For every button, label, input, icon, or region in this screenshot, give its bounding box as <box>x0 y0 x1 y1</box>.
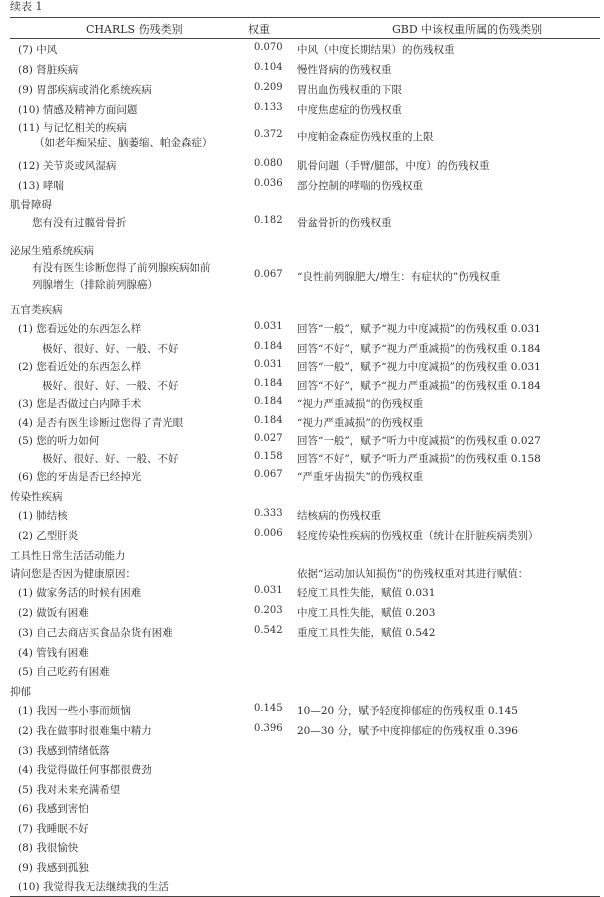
category-text: (5) 我对未来充满希望 <box>18 784 121 796</box>
header-gbd-category: GBD 中该权重所属的伤残类别 <box>392 23 543 36</box>
category-cell <box>18 82 152 97</box>
category-cell <box>42 378 179 393</box>
category-cell <box>18 782 120 797</box>
weight-cell: 0.542 <box>254 625 283 636</box>
table-row <box>10 257 600 299</box>
gbd-category-cell: 回答“一般”，赋予“视力中度减损”的伤残权重 0.031 <box>297 361 541 373</box>
gbd-category-cell: 回答“一般”，赋予“听力中度减损”的伤残权重 0.027 <box>297 435 541 447</box>
table-row <box>10 39 600 59</box>
table-row <box>10 466 600 486</box>
table-row <box>10 448 600 466</box>
category-text: (1) 您看远处的东西怎么样 <box>18 323 142 335</box>
header-weight: 权重 <box>248 23 270 36</box>
weight-cell: 0.184 <box>254 341 283 352</box>
gbd-category-cell: 部分控制的哮喘的伤残权重 <box>297 180 423 192</box>
table-caption: 续表 1 <box>10 0 43 13</box>
table-row <box>10 525 600 545</box>
section-row <box>10 299 600 318</box>
category-cell <box>18 703 131 718</box>
table-row <box>10 642 600 661</box>
gbd-category-cell: 回答“不好”，赋予“视力严重减损”的伤残权重 0.184 <box>297 343 541 355</box>
gbd-category-cell: 中风（中度长期结果）的伤残权重 <box>297 44 455 56</box>
table-row <box>10 430 600 448</box>
category-text: (12) 关节炎或风湿病 <box>18 160 117 172</box>
category-cell <box>32 215 127 230</box>
table-header-row <box>10 18 600 39</box>
category-text: (5) 您的听力如何 <box>18 435 100 447</box>
weight-cell: 0.080 <box>254 158 283 169</box>
table-row <box>10 393 600 412</box>
category-cell <box>18 102 137 117</box>
weight-cell: 0.133 <box>254 102 283 113</box>
gbd-category-cell: 回答“不好”，赋予“视力严重减损”的伤残权重 0.184 <box>297 380 541 392</box>
category-text: (2) 您看近处的东西怎么样 <box>18 361 142 373</box>
category-cell <box>10 243 94 258</box>
category-text: (1) 我因一些小事而烦恼 <box>18 705 131 717</box>
section-row <box>10 681 600 700</box>
category-text: (8) 肾脏疾病 <box>18 64 79 76</box>
category-text-line2: （如老年痴呆症、脑萎缩、帕金森症） <box>34 137 213 149</box>
weight-cell: 0.070 <box>254 42 283 53</box>
table-row <box>10 318 600 338</box>
section-row <box>10 563 600 582</box>
category-cell <box>10 302 63 317</box>
table-row <box>10 876 600 896</box>
category-cell <box>18 433 99 448</box>
category-cell <box>18 762 152 777</box>
category-text: 工具性日常生活活动能力 <box>10 550 126 562</box>
gbd-category-cell: 依据“运动加认知损伤”的伤残权重对其进行赋值： <box>297 568 529 580</box>
category-text: (7) 中风 <box>18 44 58 56</box>
category-text-line2: 列腺增生（排除前列腺癌） <box>32 279 158 291</box>
category-cell <box>18 664 110 679</box>
category-text: (3) 我感到情绪低落 <box>18 745 110 757</box>
category-cell <box>18 359 141 374</box>
category-text: (2) 做饭有困难 <box>18 607 89 619</box>
category-cell <box>18 821 89 836</box>
category-text: 有没有医生诊断您得了前列腺疾病如前 <box>32 262 211 274</box>
category-text: (9) 胃部疾病或消化系统疾病 <box>18 84 152 96</box>
gbd-category-cell: 中度焦虑症的伤残权重 <box>297 104 402 116</box>
table-row <box>10 779 600 798</box>
category-text: (3) 您是否做过白内障手术 <box>18 398 142 410</box>
gbd-category-cell: 胃出血伤残权重的下限 <box>297 84 402 96</box>
category-text: 泌尿生殖系统疾病 <box>10 245 94 257</box>
category-cell <box>18 743 110 758</box>
gbd-category-cell: 中度帕金森症伤残权重的上限 <box>297 131 434 143</box>
gbd-category-cell: 中度工具性失能，赋值 0.203 <box>297 607 436 619</box>
weight-cell: 0.203 <box>254 605 283 616</box>
category-cell <box>18 508 68 523</box>
category-text: 极好、很好、好、一般、不好 <box>42 343 179 355</box>
weight-cell: 0.184 <box>254 378 283 389</box>
table-row <box>10 837 600 857</box>
category-cell <box>18 321 141 336</box>
weight-cell: 0.158 <box>254 451 283 462</box>
category-cell <box>18 860 89 875</box>
gbd-category-cell: 慢性肾病的伤残权重 <box>297 64 392 76</box>
table-row <box>10 661 600 681</box>
disability-weight-table <box>10 17 600 897</box>
category-cell <box>18 723 152 738</box>
table-row <box>10 119 600 155</box>
category-text: (6) 我感到害怕 <box>18 803 89 815</box>
weight-cell: 0.372 <box>254 129 283 140</box>
table-row <box>10 759 600 779</box>
section-row <box>10 240 600 257</box>
gbd-category-cell: 20—30 分，赋予中度抑郁症的伤残权重 0.396 <box>297 725 518 737</box>
category-cell <box>18 585 141 600</box>
category-text: (10) 我觉得我无法继续我的生活 <box>18 881 169 893</box>
section-row <box>10 545 600 563</box>
gbd-category-cell: “良性前列腺肥大/增生：有症状的”伤残权重 <box>297 271 501 283</box>
weight-cell: 0.027 <box>254 433 283 444</box>
weight-cell: 0.006 <box>254 528 283 539</box>
category-cell <box>10 548 126 563</box>
table-row <box>10 818 600 837</box>
weight-cell: 0.036 <box>254 178 283 189</box>
category-cell <box>10 566 136 581</box>
category-text: (13) 哮喘 <box>18 180 64 192</box>
weight-cell: 0.104 <box>254 62 283 73</box>
category-text: (9) 我感到孤独 <box>18 862 89 874</box>
gbd-category-cell: “严重牙齿损失”的伤残权重 <box>297 471 424 483</box>
category-text: 极好、很好、好、一般、不好 <box>42 380 179 392</box>
category-text: 抑郁 <box>10 686 31 698</box>
category-cell <box>18 396 141 411</box>
table-row <box>10 356 600 375</box>
category-text: (4) 是否有医生诊断过您得了青光眼 <box>18 417 184 429</box>
category-cell <box>18 605 89 620</box>
category-cell <box>10 197 52 212</box>
table-row <box>10 412 600 430</box>
weight-cell: 0.333 <box>254 508 283 519</box>
category-cell <box>18 62 78 77</box>
category-cell <box>18 469 141 484</box>
table-row <box>10 720 600 740</box>
category-cell <box>18 645 89 660</box>
category-text: (8) 我很愉快 <box>18 842 79 854</box>
table-row <box>10 175 600 194</box>
category-cell <box>18 178 64 193</box>
table-row <box>10 99 600 119</box>
category-cell <box>42 451 179 466</box>
category-text: (11) 与记忆相关的疾病 <box>18 122 127 134</box>
category-cell <box>18 879 169 894</box>
category-text: (4) 我觉得做任何事都很费劲 <box>18 764 152 776</box>
category-cell <box>18 158 116 173</box>
table-row <box>10 505 600 525</box>
category-text: (5) 自己吃药有困难 <box>18 666 110 678</box>
category-cell <box>18 625 173 640</box>
weight-cell: 0.067 <box>254 269 283 280</box>
section-row <box>10 194 600 212</box>
category-text: (3) 自己去商店买食品杂货有困难 <box>18 627 173 639</box>
weight-cell: 0.182 <box>254 215 283 226</box>
gbd-category-cell: 重度工具性失能，赋值 0.542 <box>297 627 436 639</box>
category-cell <box>18 121 213 151</box>
gbd-category-cell: 结核病的伤残权重 <box>297 510 381 522</box>
table-row <box>10 79 600 99</box>
gbd-category-cell: 轻度传染性疾病的伤残权重（统计在肝脏疾病类别） <box>297 530 539 542</box>
weight-cell: 0.031 <box>254 321 283 332</box>
table-row <box>10 740 600 759</box>
category-text: (10) 情感及精神方面问题 <box>18 104 138 116</box>
table-row <box>10 582 600 602</box>
category-text: 传染性疾病 <box>10 491 63 503</box>
table-row <box>10 375 600 393</box>
gbd-category-cell: 回答“一般”，赋予“视力中度减损”的伤残权重 0.031 <box>297 323 541 335</box>
table-body <box>10 39 600 896</box>
section-row <box>10 486 600 505</box>
category-text: (1) 做家务活的时候有困难 <box>18 587 142 599</box>
category-text: (1) 肺结核 <box>18 510 68 522</box>
table-row <box>10 338 600 356</box>
gbd-category-cell: 10—20 分，赋予轻度抑郁症的伤残权重 0.145 <box>297 705 518 717</box>
category-cell <box>32 260 211 294</box>
header-category: CHARLS 伤残类别 <box>86 23 183 36</box>
table-row <box>10 602 600 622</box>
table-row <box>10 857 600 876</box>
category-cell <box>18 42 57 57</box>
weight-cell: 0.067 <box>254 469 283 480</box>
category-cell <box>18 840 78 855</box>
weight-cell: 0.396 <box>254 723 283 734</box>
category-cell <box>18 528 78 543</box>
gbd-category-cell: 轻度工具性失能，赋值 0.031 <box>297 587 436 599</box>
category-text: 肌骨障碍 <box>10 199 52 211</box>
category-cell <box>42 341 179 356</box>
gbd-category-cell: 肌骨问题（手臂/腿部，中度）的伤残权重 <box>297 160 490 172</box>
category-text: (2) 我在做事时很难集中精力 <box>18 725 152 737</box>
category-text: (7) 我睡眠不好 <box>18 823 89 835</box>
weight-cell: 0.209 <box>254 82 283 93</box>
gbd-category-cell: 骨盆骨折的伤残权重 <box>297 217 392 229</box>
gbd-category-cell: “视力严重减损”的伤残权重 <box>297 398 424 410</box>
table-row <box>10 622 600 642</box>
weight-cell: 0.031 <box>254 359 283 370</box>
gbd-category-cell: “视力严重减损”的伤残权重 <box>297 417 424 429</box>
category-text: (2) 乙型肝炎 <box>18 530 79 542</box>
category-text: 五官类疾病 <box>10 304 63 316</box>
category-cell <box>18 801 89 816</box>
weight-cell: 0.145 <box>254 703 283 714</box>
category-text: (4) 管钱有困难 <box>18 647 89 659</box>
gbd-category-cell: 回答“不好”，赋予“听力严重减损”的伤残权重 0.158 <box>297 453 541 465</box>
table-row <box>10 798 600 818</box>
table-row <box>10 155 600 175</box>
category-text: (6) 您的牙齿是否已经掉光 <box>18 471 142 483</box>
table-row <box>10 59 600 79</box>
category-text: 您有没有过髋骨骨折 <box>32 217 127 229</box>
category-cell <box>10 489 63 504</box>
category-cell <box>10 684 31 699</box>
weight-cell: 0.184 <box>254 415 283 426</box>
weight-cell: 0.031 <box>254 585 283 596</box>
table-row <box>10 212 600 240</box>
category-text: 请问您是否因为健康原因： <box>10 568 136 580</box>
category-cell <box>18 415 183 430</box>
table-row <box>10 700 600 720</box>
weight-cell: 0.184 <box>254 396 283 407</box>
category-text: 极好、很好、好、一般、不好 <box>42 453 179 465</box>
